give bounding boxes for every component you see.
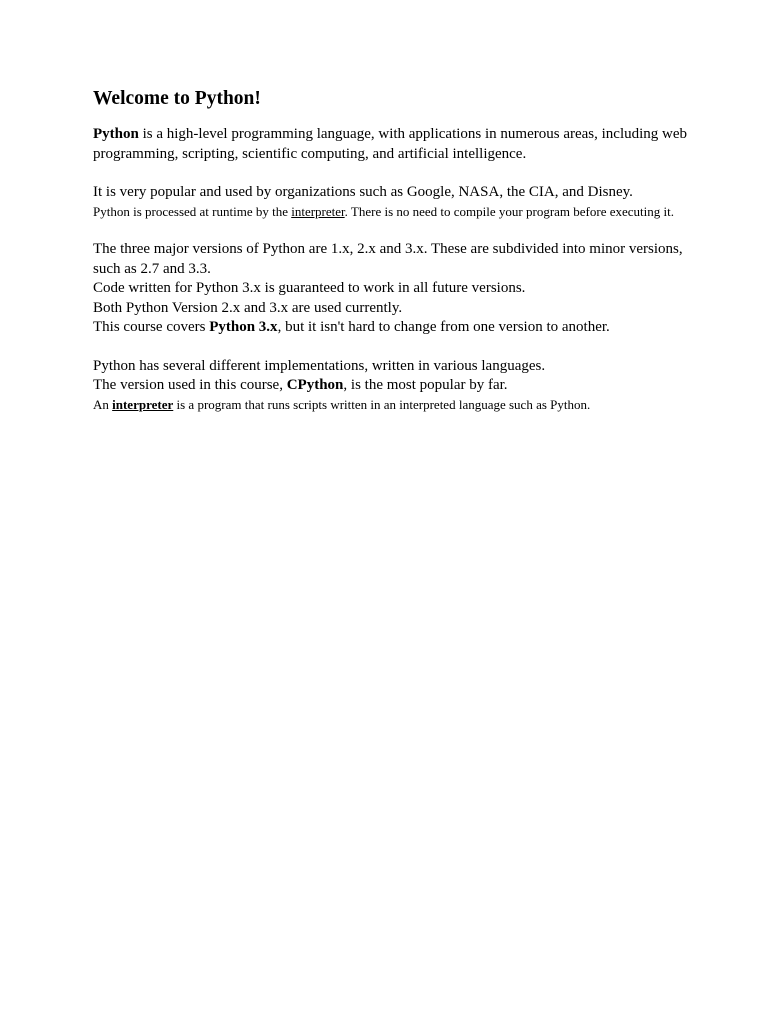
intro-text: is a high-level programming language, with applications in numerous areas, including web programming, scripting, scientific computing, and artificial intelligence. bbox=[93, 126, 688, 162]
versions-line-4 bbox=[93, 318, 693, 338]
implementations-line-2 bbox=[93, 376, 693, 396]
page-title: Welcome to Python! bbox=[93, 88, 261, 109]
definition-before: An bbox=[93, 396, 113, 412]
intro-bold-python: Python bbox=[93, 126, 139, 142]
versions-line-3: Both Python Version 2.x and 3.x are used currently. bbox=[93, 299, 403, 316]
versions-line-4-before: This course covers bbox=[93, 319, 210, 335]
versions-line-2: Code written for Python 3.x is guaranteed to work in all future versions. bbox=[93, 280, 526, 296]
versions-line-4-after: , but it isn't hard to change from one version to another. bbox=[277, 319, 610, 335]
versions-line-1: The three major versions of Python are 1.x, 2.x and 3.x. These are subdivided into minor versions, such as 2.7 and 3.3. bbox=[93, 241, 683, 277]
runtime-text-before: Python is processed at runtime by the bbox=[93, 203, 292, 219]
interpreter-link[interactable]: interpreter bbox=[291, 203, 345, 219]
document-page bbox=[93, 86, 693, 414]
runtime-paragraph bbox=[93, 203, 693, 222]
implementations-line-1: Python has several different implementations, written in various languages. bbox=[93, 357, 546, 374]
implementations-line-2-after: , is the most popular by far. bbox=[343, 377, 508, 393]
implementations-line-2-before: The version used in this course, bbox=[93, 377, 287, 393]
versions-bold-python3: Python 3.x bbox=[209, 319, 278, 335]
intro-paragraph bbox=[93, 125, 693, 164]
popular-paragraph: It is very popular and used by organizations such as Google, NASA, the CIA, and Disney. bbox=[93, 184, 633, 200]
runtime-text-after: . There is no need to compile your program before executing it. bbox=[344, 203, 674, 219]
definition-after: is a program that runs scripts written in an interpreted language such as Python. bbox=[173, 396, 591, 412]
cpython-bold: CPython bbox=[286, 377, 344, 393]
interpreter-term-link[interactable]: interpreter bbox=[112, 396, 174, 412]
definition-paragraph bbox=[93, 396, 693, 415]
